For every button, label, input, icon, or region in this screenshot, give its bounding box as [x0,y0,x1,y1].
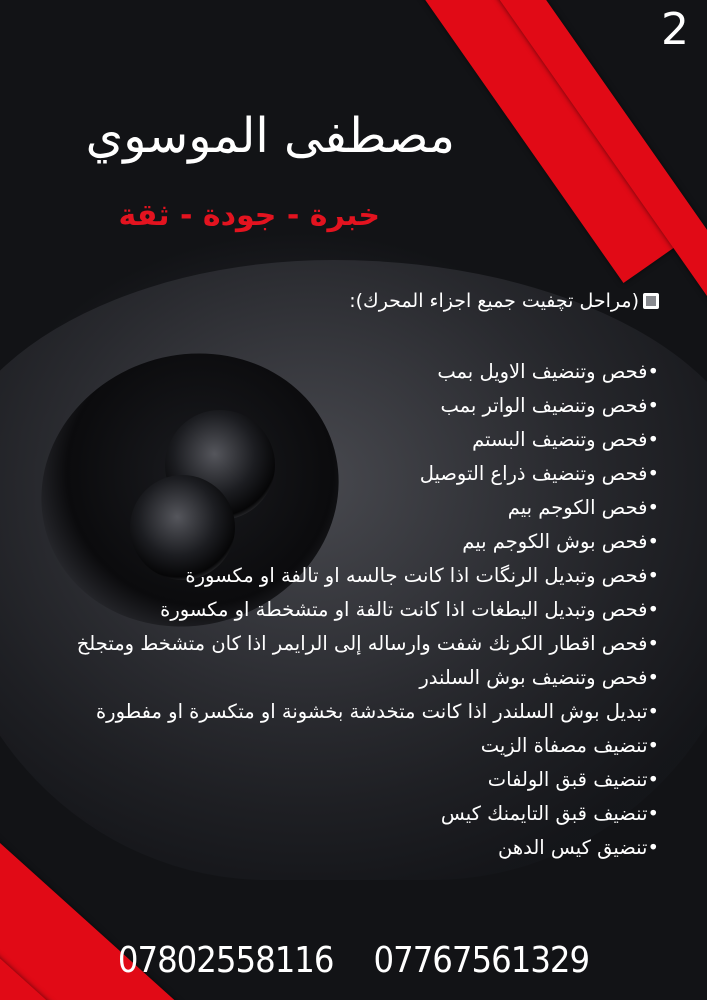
list-item: •تبديل بوش السلندر اذا كانت متخدشة بخشونة او متكسرة او مفطورة [95,700,659,723]
task-list [49,355,659,865]
list-item: •فحص وتنضيف بوش السلندر [419,666,659,689]
phone-number-2[interactable]: 07767561329 [373,940,590,981]
phone-number-1[interactable]: 07802558116 [117,940,334,981]
list-item: •فحص وتنضيف الواتر بمب [440,394,659,417]
section-heading [59,290,659,312]
list-item: •تنضيف قبق التايمنك كيس [440,802,659,825]
list-item: •فحص بوش الكوجم بيم [462,530,659,553]
list-item: •فحص وتبديل الرنگات اذا كانت جالسه او تالفة او مكسورة [185,564,659,587]
page-number: 2 [661,4,689,55]
slogan: خبرة - جودة - ثقة [118,198,380,233]
list-item: •فحص وتنضيف البستم [472,428,659,451]
list-item: •تنضيف قبق الولفات [487,768,659,791]
checkbox-icon [643,293,659,309]
phone-numbers [0,940,707,981]
page-title: مصطفى الموسوي [85,108,455,164]
list-item: •فحص اقطار الكرنك شفت وارساله إلى الرايمر اذا كان متشخط ومتجلخ [76,632,659,655]
list-item: •فحص وتنضيف الاويل بمب [437,360,659,383]
list-item: •فحص الكوجم بيم [507,496,659,519]
list-item: •فحص وتنضيف ذراع التوصيل [419,462,659,485]
list-item: •فحص وتبديل اليطغات اذا كانت تالفة او متشخطة او مكسورة [160,598,659,621]
list-item: •تنضيق كيس الدهن [497,836,659,859]
list-item: •تنضيف مصفاة الزيت [480,734,659,757]
section-heading-text: (مراحل تچفيت جميع اجزاء المحرك): [349,290,639,312]
